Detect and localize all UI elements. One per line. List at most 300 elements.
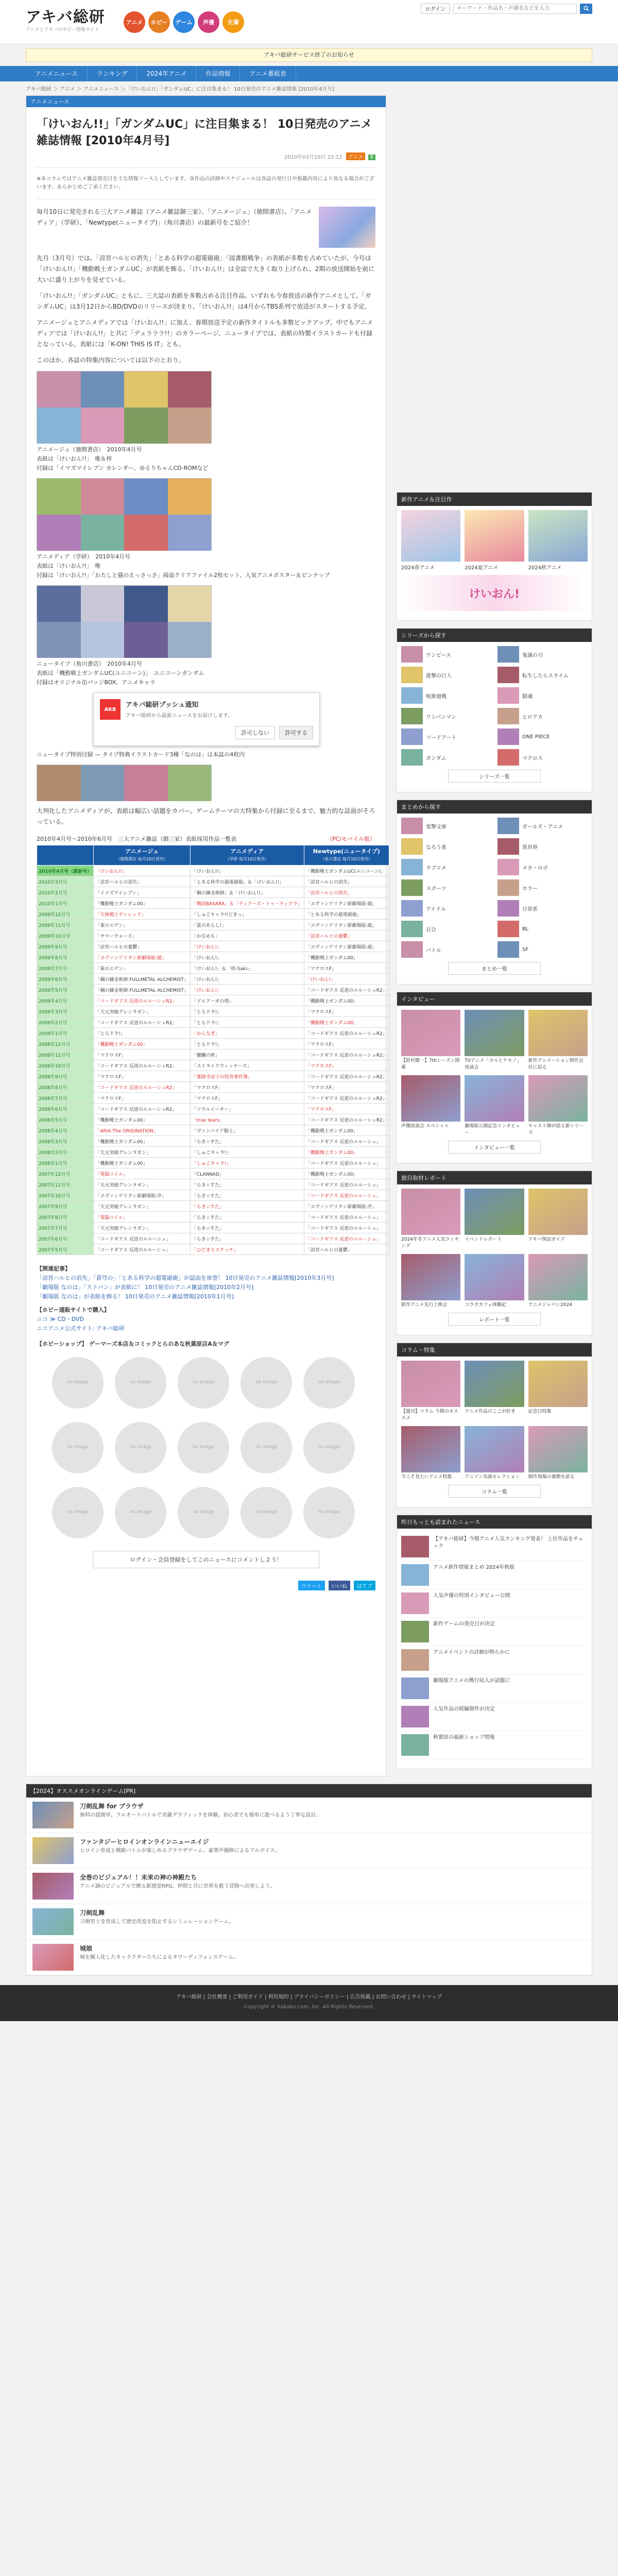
table-cell-issue: 2009年1月号: [37, 1028, 94, 1039]
shop-item-placeholder[interactable]: [303, 1357, 355, 1409]
table-cell-title: 「らき☆すた」: [190, 1136, 304, 1147]
search-input[interactable]: [453, 4, 577, 14]
table-cell-title: 「鋼の錬金術師」＆「けいおん!!」: [190, 887, 304, 898]
table-row: [37, 866, 389, 876]
column-more-button[interactable]: コラム一覧: [448, 1485, 541, 1498]
table-row: [37, 1201, 389, 1212]
table-cell-issue: 2009年6月号: [37, 974, 94, 985]
sidebar-link-item[interactable]: [401, 646, 491, 663]
table-cell-issue: 2010年3月号: [37, 876, 94, 887]
sidebar: [397, 95, 592, 1776]
thumbnail-image: [401, 879, 423, 896]
interview-more-button[interactable]: インタビュー一覧: [448, 1141, 541, 1154]
table-cell-issue: 2007年9月号: [37, 1201, 94, 1212]
table-cell-title: 「涼宮ハルヒの憂鬱」: [304, 930, 389, 941]
news-card[interactable]: [401, 1426, 460, 1481]
table-cell-title: 「しゅごキャラ!」: [190, 1158, 304, 1168]
category-senpai[interactable]: 先輩: [222, 11, 244, 33]
interview-title: インタビュー: [397, 992, 592, 1006]
new-anime-item[interactable]: 2024夏アニメ: [465, 510, 524, 571]
related-link[interactable]: 「涼宮ハルヒの消失」「蒼穹の」「とある科学の超電磁砲」が誌面を席巻！ 10日発売のアニメ雑誌情報[2010年3月号]: [37, 1275, 334, 1281]
new-anime-item[interactable]: 2024春アニメ: [401, 510, 460, 571]
table-row: [37, 887, 389, 898]
comment-count-badge[interactable]: 8: [368, 155, 375, 160]
sidebar-link-item[interactable]: [401, 838, 491, 855]
table-cell-title: 「機動戦士ガンダム00」: [94, 1158, 190, 1168]
shop-link[interactable]: ニコ ≫ CD・DVD: [37, 1316, 84, 1323]
table-cell-issue: 2008年6月号: [37, 1104, 94, 1114]
thumbnail-image: [497, 667, 519, 683]
news-caption: 声優座談会 スペシャル: [401, 1124, 449, 1129]
photo-caption-extra: 付録はオリジナル缶バッジBOX、アニメキャラ: [37, 679, 156, 686]
sidebar-link-item[interactable]: [401, 879, 491, 896]
table-cell-title: 「涼宮ハルヒの憂鬱」: [94, 941, 190, 952]
sidebar-link-label: 異世界: [522, 844, 538, 851]
table-cell-title: 「ヱヴァンゲリヲン新劇場版:破」: [304, 941, 389, 952]
table-row: [37, 985, 389, 995]
thumbnail-image: [497, 728, 519, 745]
footer-copyright: Copyright © Kakaku.com, Inc. All Rights Reserved.: [244, 2004, 374, 2010]
table-cell-title: 「マクロスF」: [304, 1082, 389, 1093]
news-card[interactable]: [465, 1254, 524, 1309]
news-card[interactable]: [465, 1361, 524, 1422]
sidebar-link-label: 日常系: [522, 906, 538, 912]
news-caption: 劇場版公開記念インタビュー: [465, 1124, 520, 1136]
table-cell-title: 「天元突破グレンラガン」: [94, 1223, 190, 1233]
news-card[interactable]: [528, 1075, 588, 1137]
news-card[interactable]: [465, 1426, 524, 1481]
news-thumbnail: [528, 1075, 588, 1122]
sidebar-link-label: ワンパンマン: [426, 714, 457, 720]
shop-item-placeholder[interactable]: [178, 1357, 229, 1409]
sidebar-link-label: ラブコメ: [426, 865, 447, 871]
news-caption: アニメジャパン2024: [528, 1302, 572, 1308]
game-item[interactable]: [26, 1833, 592, 1869]
game-description: アニメ調のビジュアルで贈る新感覚RPG。仲間と共に世界を救う冒険へ出発しよう。: [80, 1884, 276, 1889]
table-cell-title: 「機動戦士ガンダム00」: [94, 1039, 190, 1049]
game-name[interactable]: 全巻のビジュアル！！未来の神の神殿たち: [80, 1874, 197, 1881]
shop-item-placeholder[interactable]: [303, 1487, 355, 1538]
new-anime-box: [397, 492, 592, 621]
thumbnail-image: [401, 646, 423, 663]
series-more-button[interactable]: シリーズ一覧: [448, 770, 541, 783]
push-notification-dialog: [93, 692, 320, 746]
shop-item-placeholder[interactable]: [303, 1422, 355, 1473]
thumbnail-image: [497, 708, 519, 724]
sidebar-link-item[interactable]: [401, 687, 491, 704]
sidebar-link-label: ガンダム: [426, 755, 447, 761]
push-deny-button[interactable]: 許可しない: [235, 726, 275, 739]
column-box: [397, 1343, 592, 1507]
related-link[interactable]: 「劇場版 なのは」が表紙を飾る！ 10日発売のアニメ雑誌情報[2010年1月号]: [37, 1293, 234, 1300]
table-cell-title: 「コードギアス 反逆のルルーシュ」: [304, 1158, 389, 1168]
table-cell-title: 「東のエデン」: [94, 920, 190, 930]
game-name[interactable]: 刀剣乱舞: [80, 1909, 105, 1917]
category-hobby[interactable]: ホビー: [148, 11, 170, 33]
sidebar-link-item[interactable]: [497, 941, 588, 958]
table-title: 2010年4月号〜2010年6月号 三大アニメ雑誌（御三家）表紙採用作品一覧表: [37, 836, 237, 842]
sidebar-link-item[interactable]: [497, 879, 588, 896]
table-cell-issue: 2008年10月号: [37, 1060, 94, 1071]
table-cell-title: 「けいおん!」＆「咲-Saki-」: [190, 963, 304, 974]
notice-banner[interactable]: アキバ総研サービス終了のお知らせ: [26, 48, 592, 62]
table-cell-issue: 2007年6月号: [37, 1233, 94, 1244]
table-cell-issue: 2009年9月号: [37, 941, 94, 952]
table-cell-title: 「けいおん!!」: [94, 866, 190, 876]
game-item[interactable]: [26, 1904, 592, 1940]
category-game[interactable]: ゲーム: [173, 11, 195, 33]
paragraph-6: 大判化したアニメディアが、表紙は幅広い話題をカバー。ゲームテーマの大特集から付録に至るまで、魅力的な誌面がそろっている。: [37, 807, 375, 825]
hatena-button[interactable]: はてブ: [354, 1581, 375, 1590]
tweet-button[interactable]: ツイート: [298, 1581, 325, 1590]
news-card[interactable]: [528, 1010, 588, 1071]
table-cell-title: 「コードギアス 反逆のルルーシュR2」: [94, 995, 190, 1006]
news-card[interactable]: [401, 1361, 460, 1422]
news-card[interactable]: [401, 1254, 460, 1309]
table-cell-title: 「魍魎の匣」: [190, 1049, 304, 1060]
push-logo-icon: AKB: [100, 699, 121, 720]
breadcrumb[interactable]: アキバ総研 ＞ アニメ ＞ アニメニュース ＞「けいおん!!」「ガンダムUC」に注目集まる！ 10日発売のアニメ雑誌情報 [2010年4月号]: [26, 87, 335, 92]
ranking-item[interactable]: [401, 1618, 588, 1646]
table-cell-title: 「コードギアス 反逆のルルーシュR2」: [94, 1060, 190, 1071]
table-cell-title: 「とらドラ!」: [190, 1006, 304, 1017]
shop-item-placeholder[interactable]: [115, 1357, 166, 1409]
table-row: [37, 930, 389, 941]
matome-title: まとめから探す: [397, 800, 592, 814]
news-card[interactable]: [465, 1189, 524, 1250]
column-title: コラム・特集: [397, 1343, 592, 1357]
report-more-button[interactable]: レポート一覧: [448, 1313, 541, 1326]
sidebar-link-item[interactable]: [497, 818, 588, 834]
ranking-thumbnail: [401, 1734, 429, 1756]
sidebar-link-item[interactable]: [497, 900, 588, 917]
table-row: [37, 920, 389, 930]
article-column: [26, 95, 386, 1776]
article-date: 2010年03月10日 22:12: [284, 155, 342, 160]
table-cell-title: 「戦国BASARA」＆「ティアーズ・トゥ・ティアラ」: [190, 898, 304, 909]
game-description: 城を擬人化したキャラクターたちによるタワーディフェンスゲーム。: [80, 1955, 239, 1960]
table-cell-title: 「涼宮ハルヒの消失」: [304, 887, 389, 898]
news-card[interactable]: [528, 1426, 588, 1481]
paragraph-5: このほか、各誌の特集内容については以下のとおり。: [37, 357, 185, 364]
comment-login-link[interactable]: ログイン・会員登録をしてこのニュースにコメントしよう！: [93, 1551, 319, 1568]
thumbnail-image: [401, 749, 423, 766]
footer-links[interactable]: アキバ総研 | 会社概要 | ご利用ガイド | 利用規約 | プライバシーポリシー | 広告掲載 | お問い合わせ | サイトマップ: [176, 1994, 442, 2000]
thumbnail-image: [497, 646, 519, 663]
table-cell-title: 「コードギアス 反逆のルルーシュ」: [94, 1233, 190, 1244]
game-description: 無料の超簡単、フルオートバトルで美麗グラフィックを体験。初心者でも簡単に遊べるよう丁寧な設計。: [80, 1812, 321, 1818]
game-name[interactable]: 城娘: [80, 1945, 93, 1952]
table-cell-issue: 2010年1月号: [37, 898, 94, 909]
table-cell-title: 「機動戦士ガンダム00」: [304, 1017, 389, 1028]
ranking-item[interactable]: [401, 1646, 588, 1674]
table-cell-title: 「マクロスF」: [304, 963, 389, 974]
sidebar-link-item[interactable]: [401, 921, 491, 937]
table-cell-title: 「涼宮ハルヒの憂鬱」: [304, 1244, 389, 1255]
table-cell-title: 「とある科学の超電磁砲」＆「けいおん!!」: [190, 876, 304, 887]
news-thumbnail: [465, 1010, 524, 1056]
table-row: [37, 1190, 389, 1201]
ranking-thumbnail: [401, 1564, 429, 1586]
related-link[interactable]: 「劇場版 なのは」「ストパン」が表紙に！ 10日発売のアニメ雑誌情報[2010年2月号]: [37, 1284, 254, 1291]
table-cell-title: 「らき☆すた」: [190, 1190, 304, 1201]
table-cell-title: 「ストライクウィッチーズ」: [190, 1060, 304, 1071]
sidebar-link-item[interactable]: [401, 900, 491, 917]
magazine-photo-animedia[interactable]: [37, 478, 212, 550]
table-row: [37, 1093, 389, 1104]
game-name[interactable]: 刀剣乱舞 for ブラウザ: [80, 1803, 144, 1810]
table-row: [37, 1223, 389, 1233]
push-follow-caption: ニュータイプ特別付録 — タイプ特典イラストカード3種「なのは」は本誌の4枚内: [37, 751, 245, 758]
table-cell-issue: 2009年4月号: [37, 995, 94, 1006]
news-thumbnail: [465, 1426, 524, 1472]
thumbnail-image: [401, 859, 423, 875]
table-row: [37, 1114, 389, 1125]
table-cell-title: 「ヱヴァンゲリヲン新劇場版:破」: [304, 920, 389, 930]
table-cell-issue: 2008年2月号: [37, 1147, 94, 1158]
news-caption: 記念日特集: [528, 1409, 552, 1414]
table-cell-title: 「鋼の錬金術師 FULLMETAL ALCHEMIST」: [94, 974, 190, 985]
push-title: アキバ総研プッシュ通知: [126, 701, 199, 709]
table-note[interactable]: （PC/モバイル版）: [326, 836, 375, 842]
table-cell-title: 「コードギアス 反逆のルルーシュ」: [304, 1233, 389, 1244]
ranking-item[interactable]: [401, 1674, 588, 1703]
game-thumbnail: [32, 1873, 74, 1900]
table-cell-title: 「コードギアス 反逆のルルーシュR2」: [304, 1093, 389, 1104]
ranking-item[interactable]: [401, 1703, 588, 1731]
table-cell-issue: 2009年8月号: [37, 952, 94, 963]
shop-item-placeholder[interactable]: [178, 1487, 229, 1538]
shop-item-placeholder[interactable]: [241, 1357, 292, 1409]
news-card[interactable]: [465, 1010, 524, 1071]
sidebar-link-item[interactable]: [401, 941, 491, 958]
table-cell-title: 「機動戦士ガンダム00」: [304, 952, 389, 963]
table-cell-issue: 2008年12月号: [37, 1039, 94, 1049]
category-anime[interactable]: アニメ: [124, 11, 145, 33]
table-cell-issue: 2007年11月号: [37, 1179, 94, 1190]
shop-title: 【ホビーショップ】 ゲーマーズ本店＆コミックとらのあな秋葉原店A＆マグ: [37, 1341, 229, 1347]
news-card[interactable]: [465, 1075, 524, 1137]
new-anime-item[interactable]: 2024秋アニメ: [528, 510, 588, 571]
table-cell-title: 「鋼の錬金術師 FULLMETAL ALCHEMIST」: [94, 985, 190, 995]
table-cell-title: 「ひだまりスケッチ」: [190, 1244, 304, 1255]
paragraph-2: 先月（3月号）では、「涼宮ハルヒの消失」「とある科学の超電磁砲」「図書館戦争」の表紙が多数を占めていたが、今号は「けいおん!!」「機動戦士ガンダムUC」が表紙を飾る。「けいおん!!」は全誌で大きく取り上げられ、2期の放送開始を前に大いに盛り上がりを見せている。: [37, 255, 375, 283]
shop-item-placeholder[interactable]: [52, 1487, 104, 1538]
table-header-animedia: アニメディア （学研 毎月10日発売）: [190, 845, 304, 866]
table-cell-title: 「とらドラ!」: [190, 1039, 304, 1049]
related-articles: [37, 1264, 375, 1333]
sidebar-link-item[interactable]: [401, 728, 491, 745]
table-cell-title: 「とある科学の超電磁砲」: [304, 909, 389, 920]
sidebar-link-label: ワンピース: [426, 652, 452, 658]
ranking-thumbnail: [401, 1592, 429, 1614]
table-cell-title: 「かんなぎ」: [190, 1028, 304, 1039]
table-row: [37, 1136, 389, 1147]
table-cell-title: 「コードギアス 反逆のルルーシュR2」: [304, 1114, 389, 1125]
table-row: [37, 1006, 389, 1017]
game-description: ヒロイン育成と戦略バトルが楽しめるブラウザゲーム。豪華声優陣によるフルボイス。: [80, 1848, 281, 1854]
table-cell-title: 「しゅごキャラ!」: [190, 1147, 304, 1158]
table-row: [37, 1168, 389, 1179]
table-cell-title: 「機動戦士ガンダム00」: [304, 1147, 389, 1158]
table-row: [37, 1125, 389, 1136]
shop-item-placeholder[interactable]: [52, 1357, 104, 1409]
news-card[interactable]: [401, 1189, 460, 1250]
news-thumbnail: [465, 1075, 524, 1122]
sidebar-link-item[interactable]: [401, 749, 491, 766]
login-button[interactable]: ログイン: [421, 3, 451, 14]
sidebar-link-item[interactable]: [401, 708, 491, 724]
table-row: [37, 1147, 389, 1158]
table-cell-title: 「しゅごキャラ!!どきっ」: [190, 909, 304, 920]
game-thumbnail: [32, 1908, 74, 1935]
table-cell-title: 「ヱヴァンゲリヲン新劇場版:破」: [304, 898, 389, 909]
table-row: [37, 1233, 389, 1244]
ranking-headline: 秋葉原の最新ショップ情報: [433, 1735, 495, 1740]
sidebar-link-item[interactable]: [497, 667, 588, 683]
sidebar-link-item[interactable]: [497, 921, 588, 937]
table-cell-issue: 2008年9月号: [37, 1071, 94, 1082]
push-allow-button[interactable]: 許可する: [279, 726, 313, 739]
shop-link[interactable]: ニコアニメ公式サイト: アキバ総研: [37, 1325, 125, 1332]
game-item[interactable]: [26, 1798, 592, 1833]
table-cell-title: 「ヱヴァンゲリヲン新劇場版:序」: [304, 1201, 389, 1212]
magazine-photo-extra[interactable]: [37, 765, 212, 801]
sidebar-link-item[interactable]: [401, 859, 491, 875]
table-cell-title: 「ヱヴァンゲリヲン新劇場版:序」: [94, 1190, 190, 1201]
article-lead-note: ※本コラムではアニメ雑誌発売日を主な情報ソースとしています。各作品の詳細やスケジュールは各誌の発行日や掲載内容により異なる場合がございます。あらかじめご了承ください。: [37, 176, 374, 190]
photo-caption-extra: 付録は「けいおん!!」「わたしと猫のえっさっさ」両面クリアファイル2枚セット、人気アニメポスター＆ピンナップ: [37, 572, 330, 579]
thumbnail-image: [497, 941, 519, 958]
thumbnail-image: [497, 838, 519, 855]
shop-item-placeholder[interactable]: [115, 1422, 166, 1473]
table-cell-issue: 2007年5月号: [37, 1244, 94, 1255]
ranking-thumbnail: [401, 1536, 429, 1557]
search-icon[interactable]: [580, 4, 592, 14]
nav-item-works[interactable]: 作品情報: [196, 66, 240, 81]
sidebar-link-label: ホラー: [522, 886, 538, 892]
shop-item-placeholder[interactable]: [178, 1422, 229, 1473]
ranking-item[interactable]: [401, 1561, 588, 1589]
news-card[interactable]: [401, 1075, 460, 1137]
series-box: [397, 628, 592, 792]
news-caption: キャスト陣が語る新シリーズ: [528, 1124, 584, 1136]
nav-item-news[interactable]: アニメニュース: [26, 66, 88, 81]
table-cell-issue: 2009年7月号: [37, 963, 94, 974]
thumbnail-image: [401, 687, 423, 704]
news-thumbnail: [528, 1254, 588, 1300]
news-card[interactable]: [401, 1010, 460, 1071]
game-item[interactable]: [26, 1940, 592, 1975]
section-label: アニメニュース: [26, 96, 386, 107]
game-item[interactable]: [26, 1869, 592, 1904]
shop-subtitle: 【ホビー通販サイトで購入】: [37, 1307, 110, 1313]
news-card[interactable]: [528, 1189, 588, 1250]
sidebar-link-item[interactable]: [497, 708, 588, 724]
news-thumbnail: [401, 1189, 460, 1235]
table-cell-title: 「コードギアス 反逆のルルーシュR2」: [94, 1082, 190, 1093]
keion-banner[interactable]: けいおん!: [401, 575, 588, 611]
ranking-item[interactable]: [401, 1533, 588, 1561]
table-row: [37, 1082, 389, 1093]
sidebar-link-item[interactable]: [497, 687, 588, 704]
sidebar-link-item[interactable]: [497, 838, 588, 855]
matome-more-button[interactable]: まとめ一覧: [448, 962, 541, 975]
site-logo[interactable]: [26, 4, 105, 32]
nav-item-schedule[interactable]: アニメ番組表: [240, 66, 296, 81]
shop-item-placeholder[interactable]: [52, 1422, 104, 1473]
sidebar-link-label: 百合: [426, 927, 436, 933]
table-header-date: [37, 845, 94, 866]
table-cell-title: 「ソウルイーター」: [190, 1104, 304, 1114]
table-cell-title: 「機動戦士ガンダム00」: [304, 1125, 389, 1136]
news-card[interactable]: [528, 1361, 588, 1422]
table-cell-title: 「機動戦士ガンダム00」: [304, 995, 389, 1006]
site-footer: [0, 1985, 618, 2021]
shop-item-placeholder[interactable]: [241, 1422, 292, 1473]
table-cell-title: 「マクロスF」: [190, 1082, 304, 1093]
ranking-item[interactable]: [401, 1589, 588, 1618]
table-cell-title: 「機動戦士ガンダム00」: [304, 1168, 389, 1179]
table-cell-title: 「けいおん!」: [190, 985, 304, 995]
sidebar-link-item[interactable]: [497, 728, 588, 745]
nav-item-2024[interactable]: 2024年アニメ: [137, 66, 196, 81]
like-button[interactable]: いいね: [329, 1581, 350, 1590]
table-cell-title: 「コードギアス 反逆のルルーシュ」: [94, 1244, 190, 1255]
shop-grid: [52, 1357, 375, 1538]
sidebar-link-item[interactable]: [401, 667, 491, 683]
sidebar-link-item[interactable]: [497, 749, 588, 766]
sidebar-link-item[interactable]: [497, 646, 588, 663]
photo-caption-extra: 付録は「イマズマイレブン カレンダー、ゆるりちゃんCD-ROMなど: [37, 465, 209, 471]
magazine-photo-animage[interactable]: [37, 371, 212, 443]
game-thumbnail: [32, 1837, 74, 1864]
table-row: [37, 1028, 389, 1039]
table-cell-title: 「けいおん!」: [190, 974, 304, 985]
game-section: [26, 1784, 592, 1976]
table-row: [37, 995, 389, 1006]
news-card[interactable]: [528, 1254, 588, 1309]
thumbnail-image: [497, 921, 519, 937]
table-row: [37, 909, 389, 920]
game-name[interactable]: ファンタジーヒロインオンラインニューエイジ: [80, 1838, 209, 1845]
nav-item-ranking[interactable]: ランキング: [88, 66, 138, 81]
ranking-thumbnail: [401, 1706, 429, 1727]
news-caption: 新作アニメーション制作会社に迫る: [528, 1058, 583, 1070]
sidebar-link-label: ソードアート: [426, 735, 457, 741]
photo-caption-cover: 表紙は「機動戦士ガンダムUC(ユニコーン)」 ユニコーンガンダム: [37, 670, 204, 676]
sidebar-link-item[interactable]: [401, 818, 491, 834]
main-nav: [0, 66, 618, 81]
category-voice[interactable]: 声優: [198, 11, 219, 33]
ranking-item[interactable]: [401, 1731, 588, 1759]
table-cell-title: 「マクロスF」: [94, 1093, 190, 1104]
sidebar-link-label: 呪術廻戦: [426, 693, 447, 700]
magazine-photo-newtype[interactable]: [37, 585, 212, 657]
ranking-headline: 人気作品の続編制作が決定: [433, 1706, 495, 1712]
game-thumbnail: [32, 1802, 74, 1828]
sidebar-link-label: マクロス: [522, 755, 543, 761]
game-thumbnail: [32, 1944, 74, 1971]
thumbnail-image: [401, 900, 423, 917]
table-cell-title: 「天体戦士サンレッド」: [94, 909, 190, 920]
shop-item-placeholder[interactable]: [241, 1487, 292, 1538]
news-caption: アニメ作品のここが好き: [465, 1409, 516, 1414]
table-row: [37, 1039, 389, 1049]
sidebar-link-item[interactable]: [497, 859, 588, 875]
shop-item-placeholder[interactable]: [115, 1487, 166, 1538]
article-tag[interactable]: アニメ: [346, 152, 366, 160]
